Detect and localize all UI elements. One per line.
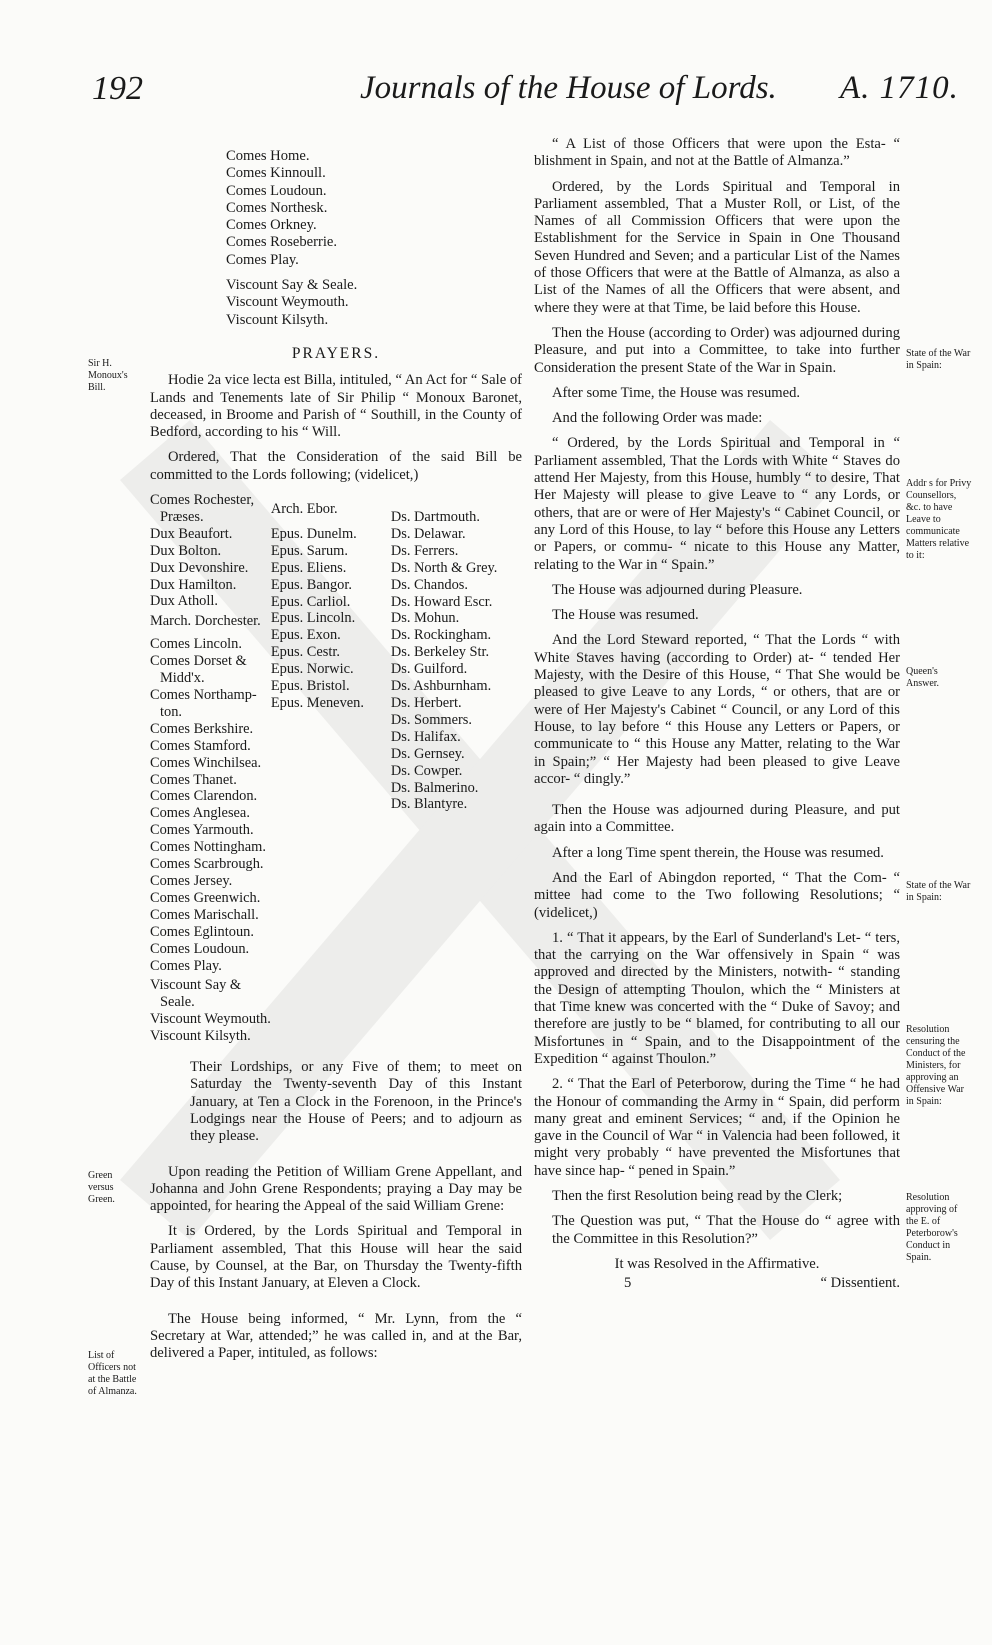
list-item: Comes Northesk. xyxy=(226,199,328,216)
list-item: Comes Yarmouth. xyxy=(150,822,254,839)
list-item: Ds. Halifax. xyxy=(390,728,461,745)
list-item: Ds. Berkeley Str. xyxy=(390,644,490,661)
question-put: The Question was put, “ That the House do “ agree with the Committee in this Resolution?” xyxy=(552,1213,900,1247)
page-number: 192 xyxy=(92,70,143,107)
list-item: Ds. Delawar. xyxy=(390,525,466,542)
catchword: “ Dissentient. xyxy=(820,1275,900,1292)
list-item: ton. xyxy=(160,703,182,720)
list-item: Comes Loudoun. xyxy=(226,182,327,199)
adjourned-committee-1: Then the House (according to Order) was adjourned during Pleasure, and put into a Committee, to take into further Consideration the present State of the War in Spain. xyxy=(534,324,900,376)
lordships-meeting: Their Lordships, or any Five of them; to meet on Saturday the Twenty-seventh Day of this Instant January, at Ten a Clock in the Forenoon, in the Prince's Lodgings near the House of Peers; and to adjourn as they please. xyxy=(190,1059,522,1145)
margin-note-state-1: State of the War in Spain: xyxy=(906,348,971,371)
order-muster-roll: Ordered, by the Lords Spiritual and Temporal in Parliament assembled, That a Muster Roll, or List, of the Names of all Commission Officers that were upon the Establishment for the Service in Spain in One Thousand Seven Hundred and Seven; and a particular List of the Names of those Officers that were at the Battle of Almanza, as also a List of the Names of all the Officers that were absent, and where they were at that Time, be laid before this House. xyxy=(534,178,900,316)
resolution-1: 1. “ That it appears, by the Earl of Sunderland's Let- “ ters, that the carrying on the War offensively in Spain “ was approved and directed by the Ministers, notwith- “ standing the Design of attempting Thoulon, which the “ Ministers at that Time knew was concerted with the “ Duke of Savoy; and therefore are justly to be “ blamed, for contributing to all our Misfortunes in “ Spain, and to the Disappointment of the Expedition “ against Thoulon.” xyxy=(534,929,900,1067)
list-item: Comes Thanet. xyxy=(150,771,237,788)
list-item: Viscount Say & xyxy=(150,977,242,994)
list-item: Viscount Weymouth. xyxy=(150,1011,271,1028)
list-item: Comes Loudoun. xyxy=(150,940,250,957)
list-item: Comes Orkney. xyxy=(226,217,317,234)
list-item: Ds. Guilford. xyxy=(390,661,468,678)
list-item: Comes Nottingham. xyxy=(150,839,266,856)
house-informed: The House being informed, “ Mr. Lynn, from the “ Secretary at War, attended;” he was called in, and at the Bar, delivered a Paper, intituled, as follows: xyxy=(150,1310,522,1362)
resolution-2: 2. “ That the Earl of Peterborow, during the Time “ he had the Honour of commanding the Army in “ Spain, did perform many great and eminent Services; “ and, if the Opinion he gave in the Council of War “ in Valencia had been followed, it might very probably “ have prevented the Misfortunes that have since hap- “ pened in Spain.” xyxy=(534,1076,900,1179)
right-column xyxy=(534,136,900,1293)
house-resumed-2: The House was resumed. xyxy=(552,607,699,624)
list-item: Viscount Kilsyth. xyxy=(150,1028,251,1045)
list-item: Comes Northamp- xyxy=(150,687,257,704)
list-item: Dux Atholl. xyxy=(150,593,218,610)
list-item: Epus. Bristol. xyxy=(270,678,350,695)
committee-col-comites xyxy=(150,492,271,1045)
list-item: Ds. Howard Escr. xyxy=(390,593,493,610)
list-item: Comes Roseberrie. xyxy=(226,234,338,251)
list-item: Arch. Ebor. xyxy=(270,501,338,518)
list-item: Dux Hamilton. xyxy=(150,576,237,593)
list-item: Comes Marischall. xyxy=(150,906,259,923)
prayers-heading: PRAYERS. xyxy=(291,344,381,362)
list-item: Epus. Cestr. xyxy=(270,644,340,661)
margin-note-resolution-2: Resolution approving of the E. of Peterborow's Conduct in Spain. xyxy=(906,1192,958,1263)
margin-note-grene: Green versus Green. xyxy=(88,1170,115,1205)
margin-note-address: Addr s for Privy Counsellors, &c. to have Leave to communicate Matters relative to it: xyxy=(906,478,972,561)
list-item: Epus. Exon. xyxy=(270,627,341,644)
page-title: Journals of the House of Lords. xyxy=(360,70,777,106)
list-item: Comes Kinnoull. xyxy=(226,165,326,182)
list-item: Ds. Sommers. xyxy=(390,711,472,728)
list-item: Seale. xyxy=(160,994,195,1011)
list-item: Comes Anglesea. xyxy=(150,805,250,822)
list-item: Epus. Eliens. xyxy=(270,559,347,576)
list-item: Dux Devonshire. xyxy=(150,559,249,576)
list-item: Comes Home. xyxy=(226,148,310,164)
list-item: Dux Bolton. xyxy=(150,542,222,559)
list-item: Epus. Lincoln. xyxy=(270,610,356,627)
list-item: Comes Clarendon. xyxy=(150,788,258,805)
list-item: Epus. Bangor. xyxy=(270,576,352,593)
list-item: Præses. xyxy=(160,508,204,525)
list-item: Ds. Balmerino. xyxy=(390,779,479,796)
committee-list xyxy=(150,492,497,1045)
list-item: Viscount Weymouth. xyxy=(226,294,349,311)
list-item: Comes Winchilsea. xyxy=(150,754,262,771)
list-item: Ds. Blantyre. xyxy=(390,796,468,813)
list-item: Comes Rochester, xyxy=(150,492,255,509)
list-item: Ds. Chandos. xyxy=(390,576,468,593)
signature-mark: 5 xyxy=(624,1275,632,1292)
list-item: Ds. Rockingham. xyxy=(390,627,492,644)
list-item: Comes Greenwich. xyxy=(150,889,261,906)
list-item: Viscount Kilsyth. xyxy=(226,311,329,328)
page-year: A. 1710. xyxy=(840,70,959,106)
list-item: Epus. Carliol. xyxy=(270,593,351,610)
list-item: Viscount Say & Seale. xyxy=(226,277,358,294)
margin-note-officers: List of Officers not at the Battle of Almanza. xyxy=(88,1350,137,1397)
list-item: Ds. North & Grey. xyxy=(390,559,498,576)
margin-note-resolution-1: Resolution censuring the Conduct of the Ministers, for approving an Offensive War in Spain: xyxy=(906,1024,966,1107)
margin-note-state-2: State of the War in Spain: xyxy=(906,880,971,903)
left-column xyxy=(150,148,522,1371)
adjourned-committee-3: Then the House was adjourned during Pleasure, and put again into a Committee. xyxy=(534,802,900,836)
list-item: Ds. Dartmouth. xyxy=(390,509,480,526)
list-item: Epus. Meneven. xyxy=(270,695,364,712)
list-item: Comes Eglintoun. xyxy=(150,923,254,940)
list-item: Comes Jersey. xyxy=(150,872,233,889)
committee-col-bishops xyxy=(271,492,391,1045)
list-item: Comes Play. xyxy=(226,251,299,268)
list-item: Comes Berkshire. xyxy=(150,720,254,737)
list-item: Ds. Herbert. xyxy=(390,695,462,712)
order-white-staves: “ Ordered, by the Lords Spiritual and Temporal in “ Parliament assembled, That the Lords with White “ Staves do attend Her Majesty, from this House, humbly “ to desire, That Her Majesty will please to give Leave to “ any Lords, or others, that are or were of Her Majesty's “ Cabinet Council, or any Lord of this House, to lay “ before this House any Letters or Papers, or commu- “ nicate to this House any Matter, relating to the War in “ Spain.” xyxy=(534,435,900,573)
list-item: Comes Play. xyxy=(150,957,222,974)
list-item: Comes Scarbrough. xyxy=(150,856,264,873)
list-item: Dux Beaufort. xyxy=(150,525,233,542)
lord-steward-report: And the Lord Steward reported, “ That the Lords “ with White Staves having (according to Order) at- “ tended Her Majesty, with the Desire of this House, “ That She would be pleased to give Leave to any Lords, “ or others, that are or were of Her Majesty's Cabinet “ Council, or any Lord of this House, to lay before “ this House any Letters or Papers, or communicate to “ this House any Matter, relating to the War in Spain;” “ Her Majesty had been pleased to give Leave accor- “ dingly.” xyxy=(534,632,900,787)
list-item: Comes Dorset & xyxy=(150,653,247,670)
house-resumed-1: After some Time, the House was resumed. xyxy=(552,384,801,401)
list-item: Ds. Gernsey. xyxy=(390,745,465,762)
page-footer xyxy=(534,1275,900,1293)
list-item: Ds. Ferrers. xyxy=(390,542,459,559)
order-commit: Ordered, That the Consideration of the said Bill be committed to the Lords following; (videlicet,) xyxy=(150,449,522,483)
abingdon-report: And the Earl of Abingdon reported, “ That the Com- “ mittee had come to the Two following Resolutions; “ (videlicet,) xyxy=(534,869,900,921)
list-item: Epus. Norwic. xyxy=(270,661,354,678)
petition-grene: Upon reading the Petition of William Grene Appellant, and Johanna and John Grene Respondents; praying a Day may be appointed, for hearing the Appeal of the said William Grene: xyxy=(150,1163,522,1215)
list-item: Epus. Dunelm. xyxy=(270,525,357,542)
list-item: Epus. Sarum. xyxy=(270,542,348,559)
committee-col-barons xyxy=(391,492,498,1045)
margin-note-queen: Queen's Answer. xyxy=(906,666,940,689)
margin-note-monoux: Sir H. Monoux's Bill. xyxy=(88,358,128,393)
list-officers-title: “ A List of those Officers that were upon the Esta- “ blishment in Spain, and not at the Battle of Almanza.” xyxy=(534,136,900,170)
following-order: And the following Order was made: xyxy=(552,410,763,427)
list-item: Comes Stamford. xyxy=(150,737,251,754)
resolved-affirmative: It was Resolved in the Affirmative. xyxy=(614,1255,820,1272)
list-item: Ds. Ashburnham. xyxy=(390,678,492,695)
list-item: March. Dorchester. xyxy=(150,613,261,630)
list-item: Comes Lincoln. xyxy=(150,636,242,653)
list-item: Midd'x. xyxy=(160,670,205,687)
list-item: Ds. Mohun. xyxy=(390,610,460,627)
house-adjourned-2: The House was adjourned during Pleasure. xyxy=(552,581,803,598)
bill-reading: Hodie 2a vice lecta est Billa, intituled, “ An Act for “ Sale of Lands and Tenements late of Sir Philip “ Monoux Baronet, deceased, in Broome and Parish of “ Southill, in the County of Bedford, according to his “ Will. xyxy=(150,372,522,441)
opening-list xyxy=(150,148,522,329)
order-hear-cause: It is Ordered, by the Lords Spiritual and Temporal in Parliament assembled, That this House will hear the said Cause, by Counsel, at the Bar, on Thursday the Twenty-fifth Day of this Instant January, at Eleven a Clock. xyxy=(150,1223,522,1292)
house-resumed-3: After a long Time spent therein, the House was resumed. xyxy=(552,844,884,861)
list-item: Ds. Cowper. xyxy=(390,762,463,779)
first-resolution-read: Then the first Resolution being read by the Clerk; xyxy=(552,1188,843,1205)
